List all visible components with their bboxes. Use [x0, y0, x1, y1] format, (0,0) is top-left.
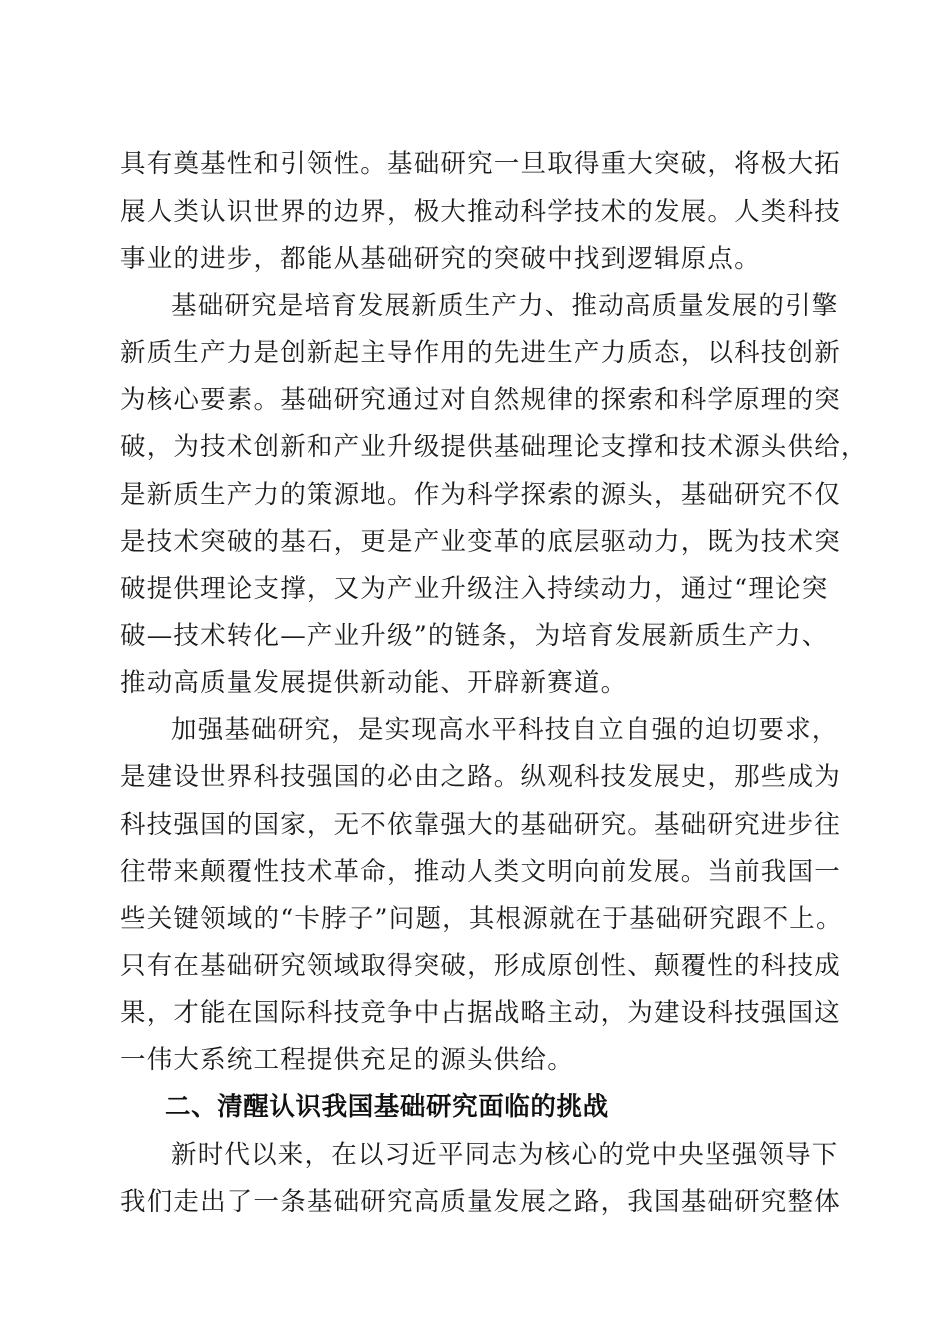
paragraph-2-line-1: 基础研究是培育发展新质生产力、推动高质量发展的引擎: [171, 291, 839, 321]
paragraph-3-line-4: 往带来颠覆性技术革命，推动人类文明向前发展。当前我国一: [120, 857, 841, 887]
paragraph-2-line-3: 为核心要素。基础研究通过对自然规律的探索和科学原理的突: [120, 385, 841, 415]
paragraph-1-line-2: 展人类认识世界的边界，极大推动科学技术的发展。人类科技: [120, 197, 841, 227]
paragraph-3-line-6: 只有在基础研究领域取得突破，形成原创性、颠覆性的科技成: [120, 951, 841, 981]
paragraph-3-line-5: 些关键领域的“卡脖子”问题，其根源就在于基础研究跟不上。: [120, 904, 843, 934]
paragraph-4-line-1: 新时代以来，在以习近平同志为核心的党中央坚强领导下: [171, 1140, 839, 1170]
paragraph-1-line-3: 事业的进步，都能从基础研究的突破中找到逻辑原点。: [120, 244, 761, 274]
paragraph-3-line-7: 果，才能在国际科技竞争中占据战略主动，为建设科技强国这: [120, 998, 841, 1028]
paragraph-2-line-7: 破提供理论支撑，又为产业升级注入持续动力，通过“理论突: [120, 574, 829, 604]
paragraph-2-line-9: 推动高质量发展提供新动能、开辟新赛道。: [120, 668, 628, 698]
paragraph-2-line-5: 是新质生产力的策源地。作为科学探索的源头，基础研究不仅: [120, 480, 841, 510]
section-heading: 二、清醒认识我国基础研究面临的挑战: [165, 1092, 609, 1122]
paragraph-3-line-1: 加强基础研究，是实现高水平科技自立自强的迫切要求，: [171, 715, 839, 745]
paragraph-3-line-2: 是建设世界科技强国的必由之路。纵观科技发展史，那些成为: [120, 762, 841, 792]
paragraph-4-line-2: 我们走出了一条基础研究高质量发展之路，我国基础研究整体: [120, 1187, 841, 1217]
paragraph-3-line-3: 科技强国的国家，无不依靠强大的基础研究。基础研究进步往: [120, 810, 841, 840]
paragraph-2-line-4: 破，为技术创新和产业升级提供基础理论支撑和技术源头供给，: [120, 432, 868, 462]
paragraph-1-line-1: 具有奠基性和引领性。基础研究一旦取得重大突破，将极大拓: [120, 149, 841, 179]
paragraph-2-line-2: 新质生产力是创新起主导作用的先进生产力质态，以科技创新: [120, 338, 841, 368]
paragraph-2-line-8: 破—技术转化—产业升级”的链条，为培育发展新质生产力、: [120, 621, 829, 651]
paragraph-2-line-6: 是技术突破的基石，更是产业变革的底层驱动力，既为技术突: [120, 527, 841, 557]
paragraph-3-line-8: 一伟大系统工程提供充足的源头供给。: [120, 1045, 574, 1075]
